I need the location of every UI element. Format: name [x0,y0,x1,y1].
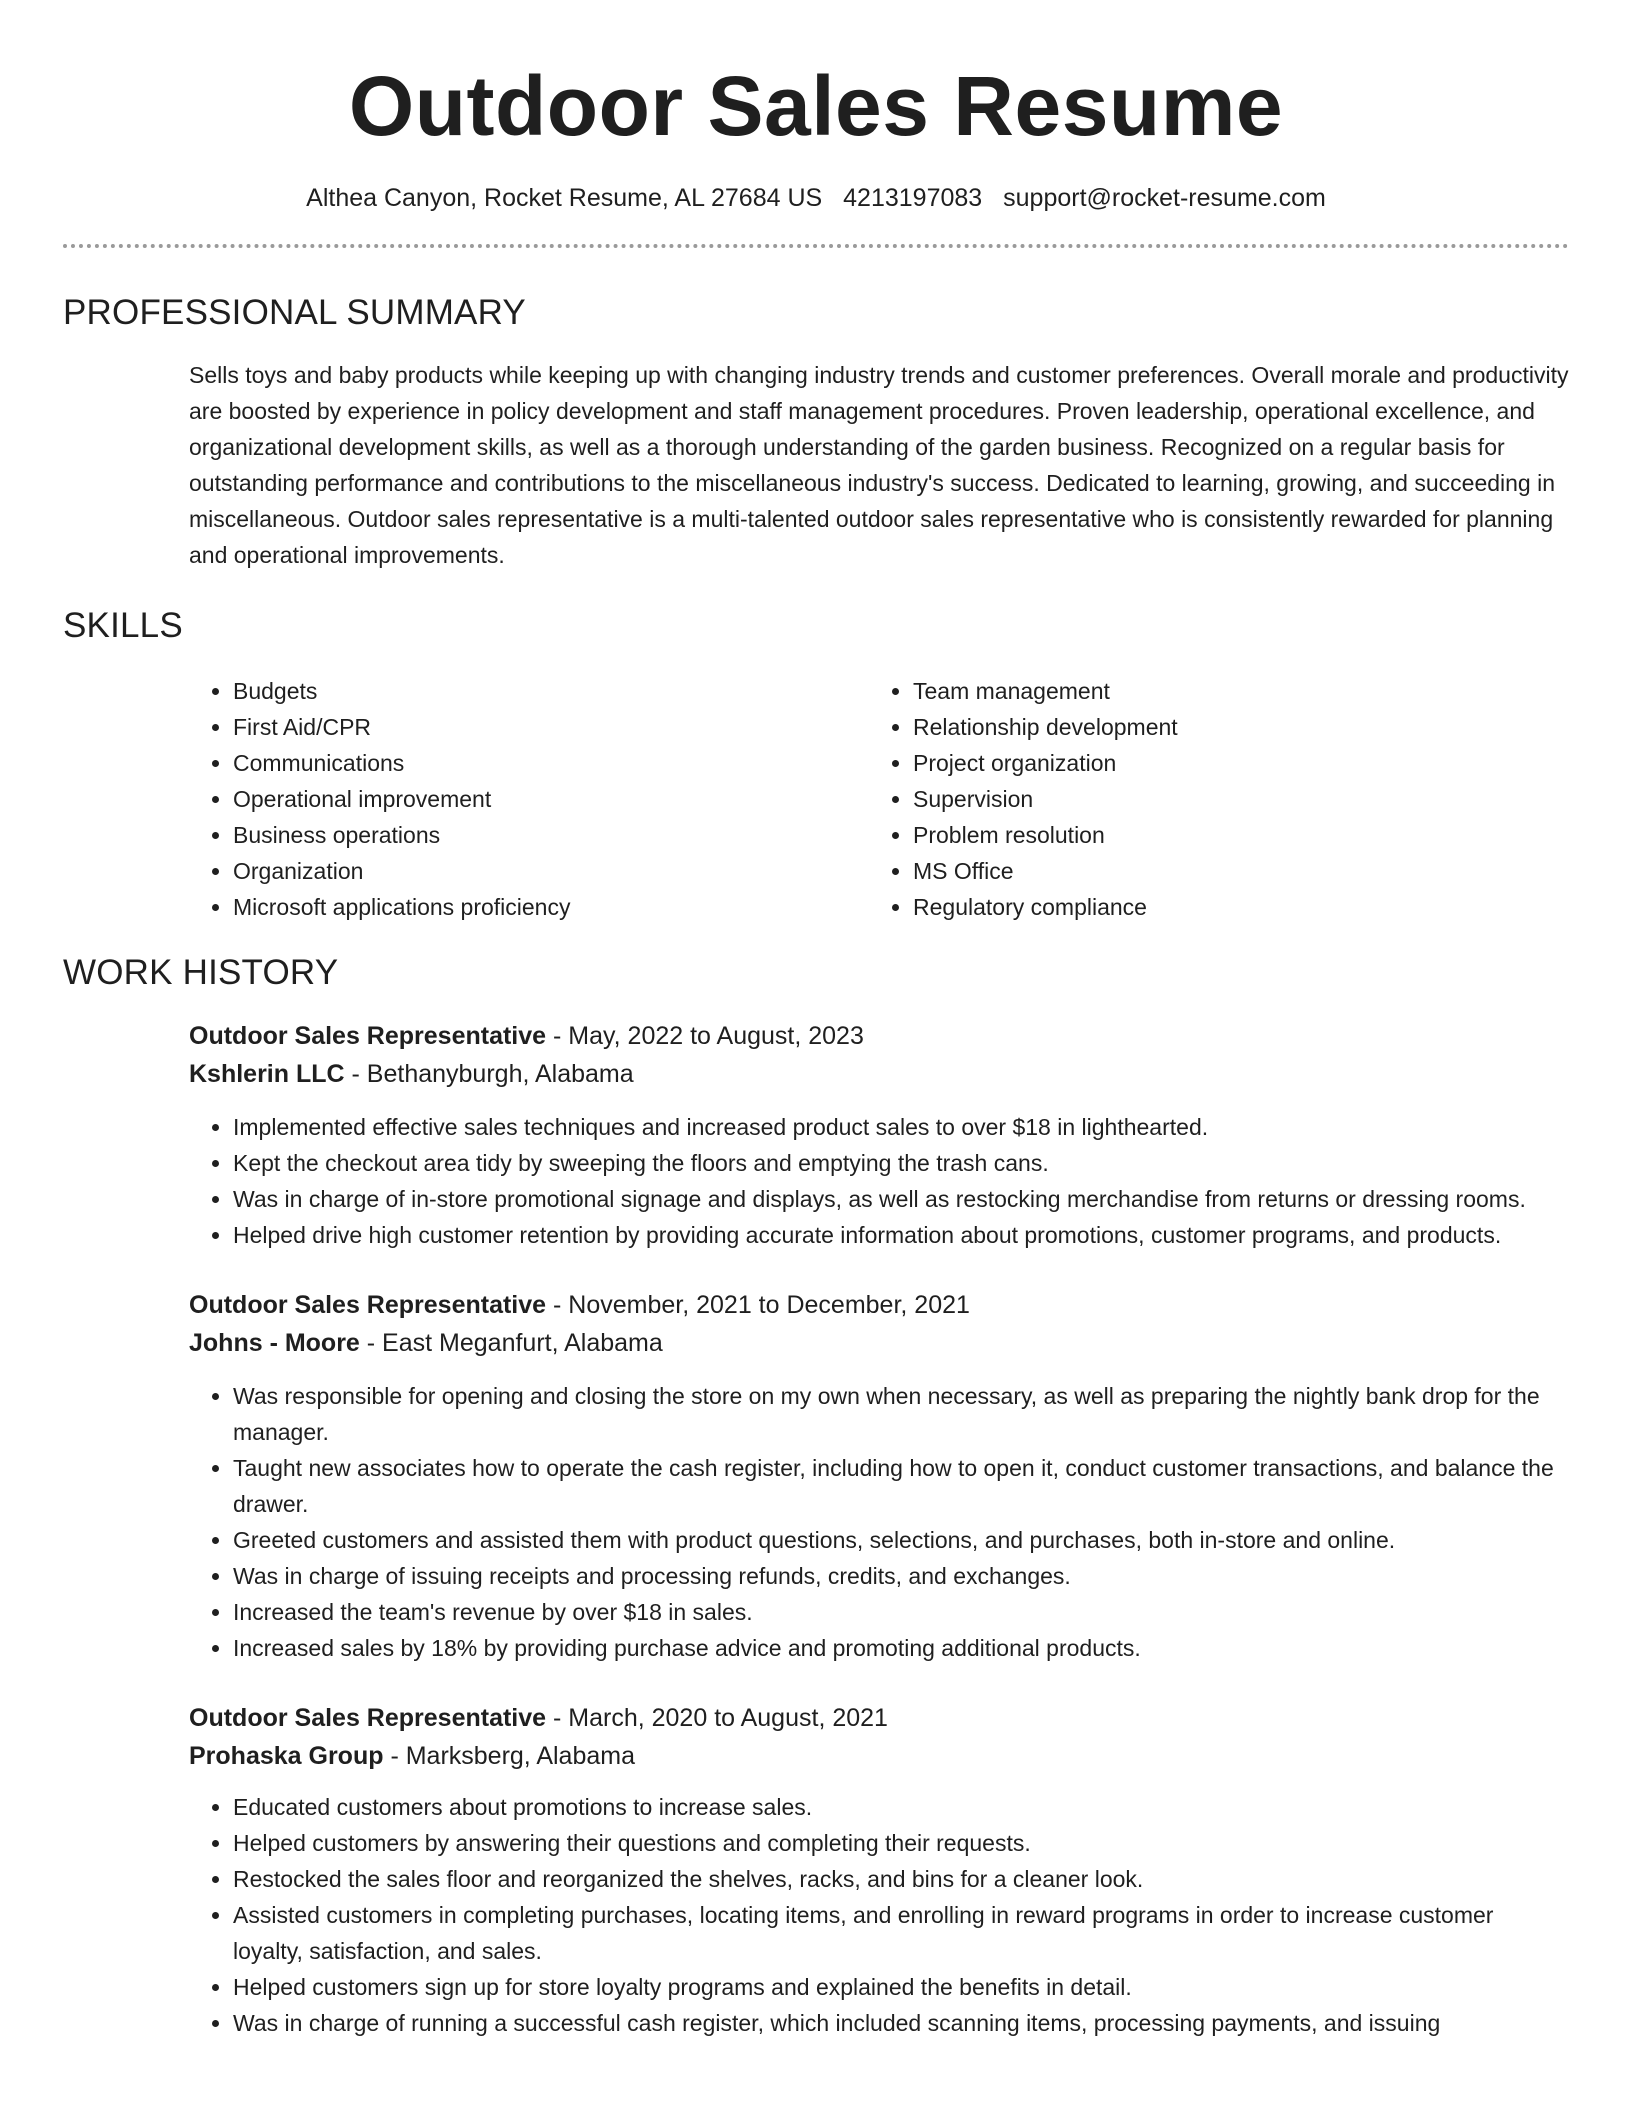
job-company-line [189,1055,1569,1093]
skill-item: • Project organization [913,745,1178,781]
job-dates: - November, 2021 to December, 2021 [546,1291,970,1319]
contact-line [63,181,1569,215]
job-title-line [189,1017,1569,1055]
skill-item: • Team management [913,673,1178,709]
skills-list [189,673,1569,925]
job-company-line [189,1737,1569,1775]
job-bullets [189,1789,1569,2041]
job-bullet: • Was responsible for opening and closing the store on my own when necessary, as well as preparing the nightly bank drop for the manager. [233,1378,1569,1450]
job-bullets [189,1109,1569,1253]
skill-item: • Budgets [233,673,869,709]
job-company-line [189,1324,1569,1362]
job-company: Prohaska Group [189,1742,384,1770]
skill-item: • First Aid/CPR [233,709,869,745]
job-title-line [189,1286,1569,1324]
skill-item: • Operational improvement [233,781,869,817]
skill-item: • MS Office [913,853,1178,889]
job-title-line [189,1699,1569,1737]
skills-column-right [869,673,1178,925]
skill-item: • Business operations [233,817,869,853]
skill-item: • Relationship development [913,709,1178,745]
header-divider [63,244,1569,248]
skill-item: • Supervision [913,781,1178,817]
job-bullet: • Was in charge of issuing receipts and processing refunds, credits, and exchanges. [233,1558,1569,1594]
job-bullet: • Assisted customers in completing purchases, locating items, and enrolling in reward programs in order to increase customer loyalty, satisfaction, and sales. [233,1897,1569,1969]
job-entry [189,1017,1569,1253]
job-bullet: • Helped customers by answering their questions and completing their requests. [233,1825,1569,1861]
job-title: Outdoor Sales Representative [189,1022,547,1050]
job-bullet: • Taught new associates how to operate the cash register, including how to open it, conduct customer transactions, and balance the drawer. [233,1450,1569,1522]
contact-phone: 4213197083 [843,184,983,212]
job-bullet: • Helped drive high customer retention by providing accurate information about promotions, customer programs, and products. [233,1217,1569,1253]
job-bullet: • Increased the team's revenue by over $18 in sales. [233,1594,1569,1630]
job-entry [189,1699,1569,2041]
job-bullet: • Increased sales by 18% by providing purchase advice and promoting additional products. [233,1630,1569,1666]
job-bullet: • Greeted customers and assisted them with product questions, selections, and purchases, both in-store and online. [233,1522,1569,1558]
work-history-heading: WORK HISTORY [63,953,339,992]
contact-email: support@rocket-resume.com [1003,184,1326,212]
job-bullet: • Implemented effective sales techniques and increased product sales to over $18 in lighthearted. [233,1109,1569,1145]
job-bullet: • Kept the checkout area tidy by sweeping the floors and emptying the trash cans. [233,1145,1569,1181]
job-bullet: • Was in charge of running a successful cash register, which included scanning items, processing payments, and issuing [233,2005,1569,2041]
job-bullet: • Educated customers about promotions to increase sales. [233,1789,1569,1825]
job-title: Outdoor Sales Representative [189,1291,547,1319]
job-entry [189,1286,1569,1666]
skills-heading: SKILLS [63,606,183,645]
skill-item: • Regulatory compliance [913,889,1178,925]
summary-heading: PROFESSIONAL SUMMARY [63,293,526,332]
job-location: - Marksberg, Alabama [383,1742,635,1770]
skill-item: • Organization [233,853,869,889]
skill-item: • Problem resolution [913,817,1178,853]
job-dates: - May, 2022 to August, 2023 [546,1022,864,1050]
skill-item: • Communications [233,745,869,781]
summary-text: Sells toys and baby products while keeping up with changing industry trends and customer preferences. Overall morale and productivity are boosted by experience in policy development and staff management procedures. Proven leadership, operational excellence, and organizational development skills, as well as a thorough understanding of the garden business. Recognized on a regular basis for outstanding performance and contributions to the miscellaneous industry's success. Dedicated to learning, growing, and succeeding in miscellaneous. Outdoor sales representative is a multi-talented outdoor sales representative who is consistently rewarded for planning and operational improvements. [189,362,1569,568]
job-bullet: • Helped customers sign up for store loyalty programs and explained the benefits in detail. [233,1969,1569,2005]
job-dates: - March, 2020 to August, 2021 [546,1704,888,1732]
job-location: - Bethanyburgh, Alabama [344,1060,634,1088]
job-location: - East Meganfurt, Alabama [359,1329,663,1357]
contact-address: Althea Canyon, Rocket Resume, AL 27684 US [306,184,823,212]
job-bullet: • Was in charge of in-store promotional signage and displays, as well as restocking merchandise from returns or dressing rooms. [233,1181,1569,1217]
job-bullet: • Restocked the sales floor and reorganized the shelves, racks, and bins for a cleaner look. [233,1861,1569,1897]
job-company: Kshlerin LLC [189,1060,345,1088]
job-company: Johns - Moore [189,1329,360,1357]
job-title: Outdoor Sales Representative [189,1704,547,1732]
resume-title: Outdoor Sales Resume [348,59,1284,153]
skill-item: • Microsoft applications proficiency [233,889,869,925]
skills-column-left [189,673,869,925]
job-bullets [189,1378,1569,1666]
